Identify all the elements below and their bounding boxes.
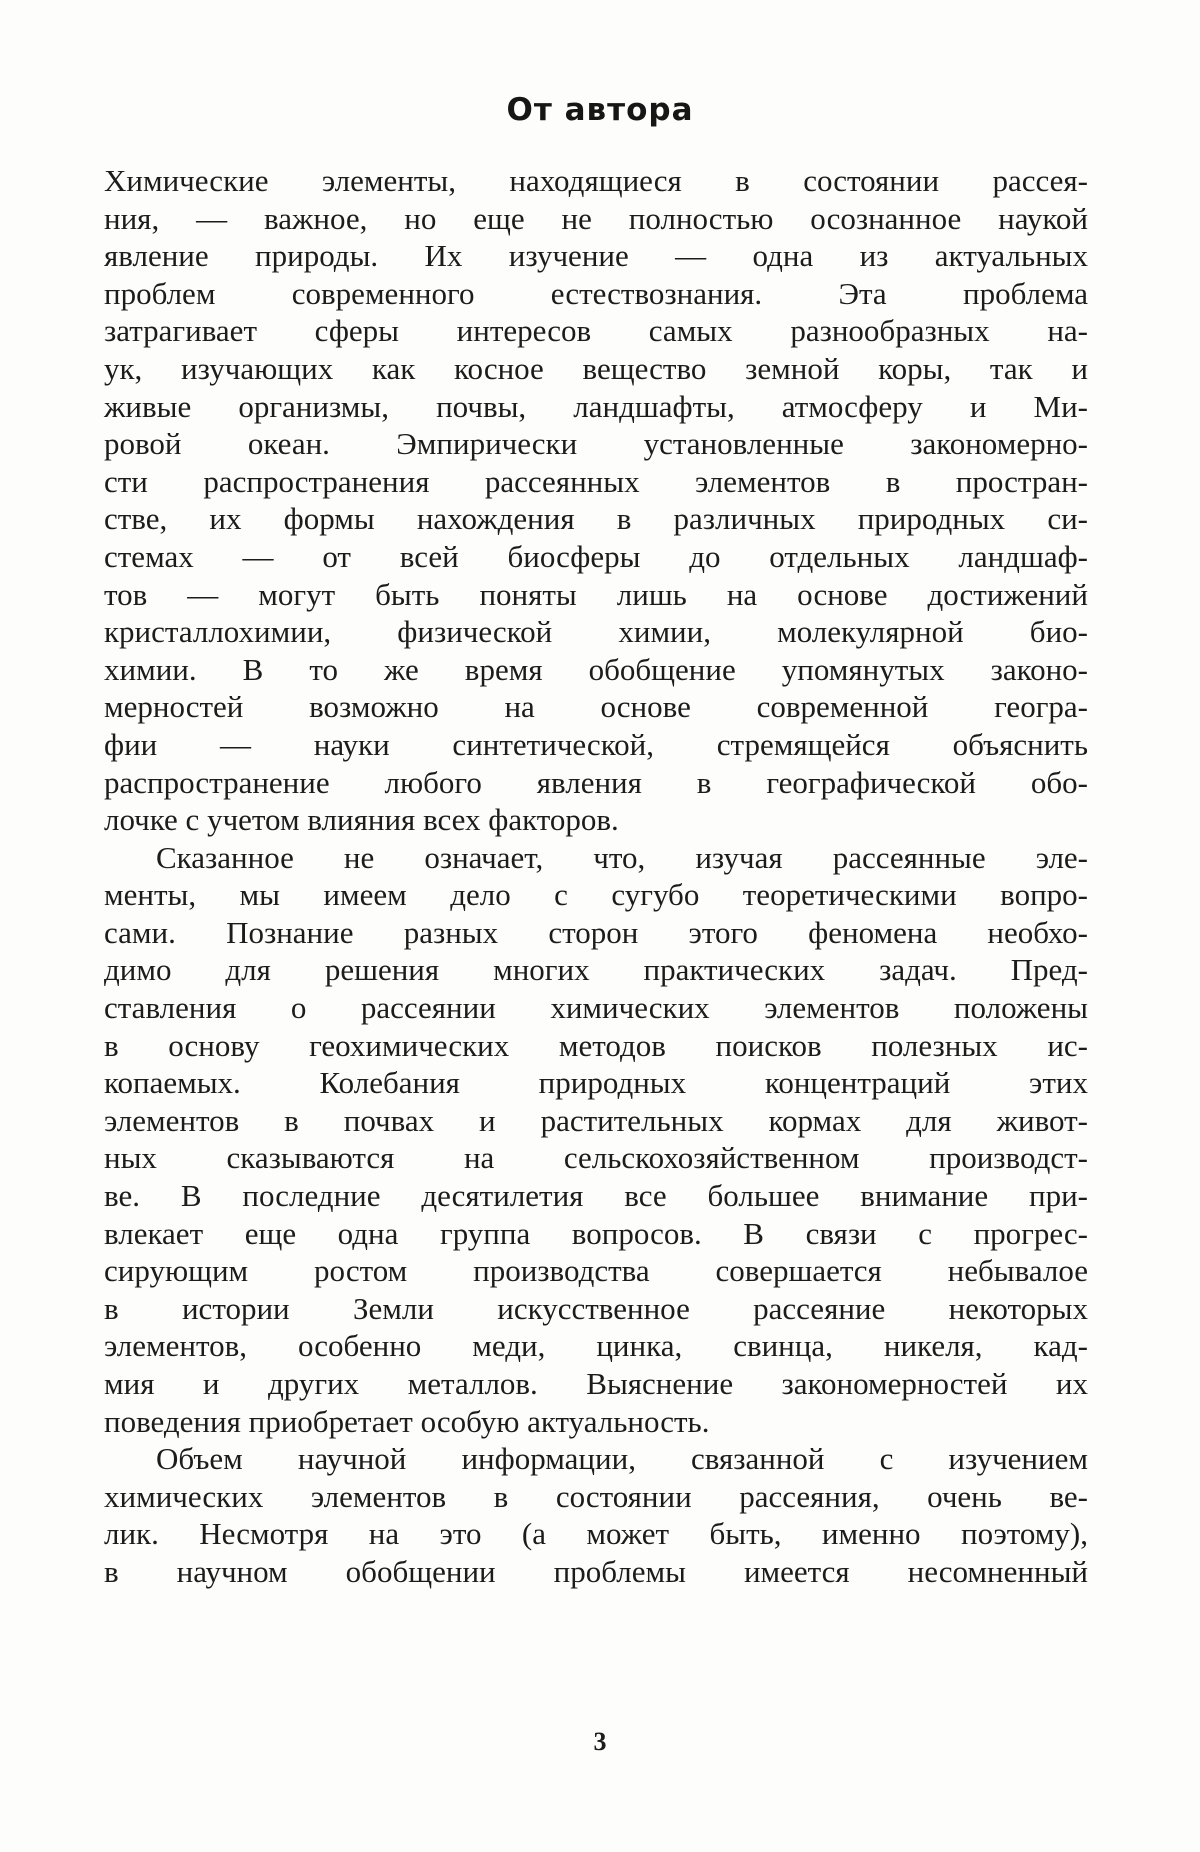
text-line: ставления о рассеянии химических элементов положены	[104, 990, 1088, 1026]
text-line: влекает еще одна группа вопросов. В связи с прогрес-	[104, 1215, 1088, 1251]
text-line: элементов в почвах и растительных кормах для живот-	[104, 1102, 1088, 1138]
text-line: Объем научной информации, связанной с изучением	[156, 1441, 1088, 1477]
text-line: Сказанное не означает, что, изучая рассеянные эле-	[156, 839, 1088, 875]
text-line: поведения приобретает особую актуальность.	[104, 1403, 710, 1439]
text-line: ных сказываются на сельскохозяйственном производст-	[104, 1140, 1088, 1176]
text-line: менты, мы имеем дело с сугубо теоретическими вопро-	[104, 877, 1088, 913]
text-line: димо для решения многих практических задач. Пред-	[104, 952, 1088, 988]
text-line: фии — науки синтетической, стремящейся объяснить	[104, 726, 1088, 762]
text-line: стемах — от всей биосферы до отдельных ландшаф-	[104, 538, 1088, 574]
paragraph-3	[104, 1440, 1088, 1590]
text-line: в научном обобщении проблемы имеется несомненный	[104, 1553, 1088, 1589]
text-line: Химические элементы, находящиеся в состоянии рассея-	[104, 163, 1088, 198]
text-line: копаемых. Колебания природных концентраций этих	[104, 1065, 1088, 1101]
text-line: в истории Земли искусственное рассеяние некоторых	[104, 1290, 1088, 1326]
text-line: распространение любого явления в географической обо-	[104, 764, 1088, 800]
page-number: 3	[593, 1727, 607, 1756]
text-line: явление природы. Их изучение — одна из актуальных	[104, 238, 1088, 274]
text-line: ровой океан. Эмпирически установленные закономерно-	[104, 426, 1088, 462]
text-line: сирующим ростом производства совершается небывалое	[104, 1253, 1088, 1289]
text-line: проблем современного естествознания. Эта проблема	[104, 275, 1088, 311]
text-line: тов — могут быть поняты лишь на основе достижений	[104, 576, 1088, 612]
text-line: химических элементов в состоянии рассеяния, очень ве-	[104, 1478, 1088, 1514]
text-line: лочке с учетом влияния всех факторов.	[104, 802, 619, 838]
text-line: мия и других металлов. Выяснение закономерностей их	[104, 1366, 1088, 1401]
text-line: химии. В то же время обобщение упомянутых законо-	[104, 651, 1088, 687]
text-line: живые организмы, почвы, ландшафты, атмосферу и Ми-	[104, 388, 1088, 424]
paragraph-2	[104, 839, 1088, 1441]
text-line: стве, их формы нахождения в различных природных си-	[104, 501, 1088, 537]
text-line: затрагивает сферы интересов самых разнообразных на-	[104, 313, 1088, 349]
text-line: мерностей возможно на основе современной геогра-	[104, 689, 1088, 725]
text-line: ве. В последние десятилетия все большее внимание при-	[104, 1178, 1088, 1214]
page-heading: От автора	[506, 92, 694, 128]
text-line: лик. Несмотря на это (а может быть, именно поэтому),	[104, 1516, 1088, 1552]
text-line: сти распространения рассеянных элементов в простран-	[104, 463, 1088, 499]
text-line: элементов, особенно меди, цинка, свинца, никеля, кад-	[104, 1328, 1088, 1364]
text-line: сами. Познание разных сторон этого феномена необхо-	[104, 914, 1088, 950]
paragraph-1	[104, 162, 1088, 839]
text-line: ния, — важное, но еще не полностью осознанное наукой	[104, 200, 1088, 236]
text-line: ук, изучающих как косное вещество земной коры, так и	[104, 350, 1088, 386]
text-line: кристаллохимии, физической химии, молекулярной био-	[104, 614, 1088, 650]
body-text	[104, 162, 1088, 1591]
text-line: в основу геохимических методов поисков полезных ис-	[104, 1027, 1088, 1063]
